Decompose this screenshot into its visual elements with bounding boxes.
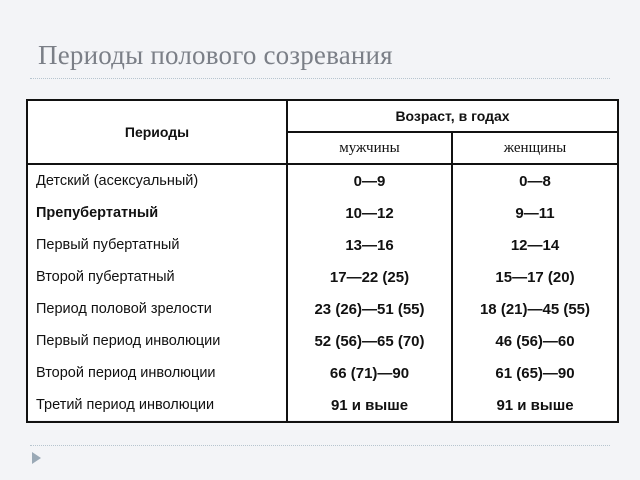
women-age: 61 (65)—90 bbox=[452, 357, 618, 389]
footer-divider bbox=[30, 445, 610, 446]
period-name: Период половой зрелости bbox=[27, 293, 287, 325]
men-age: 52 (56)—65 (70) bbox=[287, 325, 452, 357]
table-row bbox=[27, 164, 618, 197]
header-men: мужчины bbox=[287, 132, 452, 164]
table-row bbox=[27, 357, 618, 389]
women-age: 9—11 bbox=[452, 197, 618, 229]
men-age: 13—16 bbox=[287, 229, 452, 261]
table-row bbox=[27, 325, 618, 357]
men-age: 0—9 bbox=[287, 164, 452, 197]
header-age: Возраст, в годах bbox=[287, 100, 618, 132]
period-name: Третий период инволюции bbox=[27, 389, 287, 422]
period-name: Второй период инволюции bbox=[27, 357, 287, 389]
women-age: 12—14 bbox=[452, 229, 618, 261]
women-age: 15—17 (20) bbox=[452, 261, 618, 293]
header-periods: Периоды bbox=[27, 100, 287, 164]
header-women: женщины bbox=[452, 132, 618, 164]
table-row bbox=[27, 261, 618, 293]
women-age: 91 и выше bbox=[452, 389, 618, 422]
periods-table-container bbox=[26, 99, 617, 420]
table-row bbox=[27, 229, 618, 261]
title-divider bbox=[30, 78, 610, 79]
table-row bbox=[27, 389, 618, 422]
period-name: Препубертатный bbox=[27, 197, 287, 229]
women-age: 0—8 bbox=[452, 164, 618, 197]
table-row bbox=[27, 293, 618, 325]
triangle-right-icon bbox=[32, 452, 41, 464]
women-age: 46 (56)—60 bbox=[452, 325, 618, 357]
men-age: 66 (71)—90 bbox=[287, 357, 452, 389]
men-age: 91 и выше bbox=[287, 389, 452, 422]
period-name: Детский (асексуальный) bbox=[27, 164, 287, 197]
men-age: 10—12 bbox=[287, 197, 452, 229]
men-age: 17—22 (25) bbox=[287, 261, 452, 293]
period-name: Первый пубертатный bbox=[27, 229, 287, 261]
table-row bbox=[27, 197, 618, 229]
period-name: Второй пубертатный bbox=[27, 261, 287, 293]
men-age: 23 (26)—51 (55) bbox=[287, 293, 452, 325]
periods-table bbox=[26, 99, 619, 423]
women-age: 18 (21)—45 (55) bbox=[452, 293, 618, 325]
page-title: Периоды полового созревания bbox=[38, 40, 393, 70]
period-name: Первый период инволюции bbox=[27, 325, 287, 357]
